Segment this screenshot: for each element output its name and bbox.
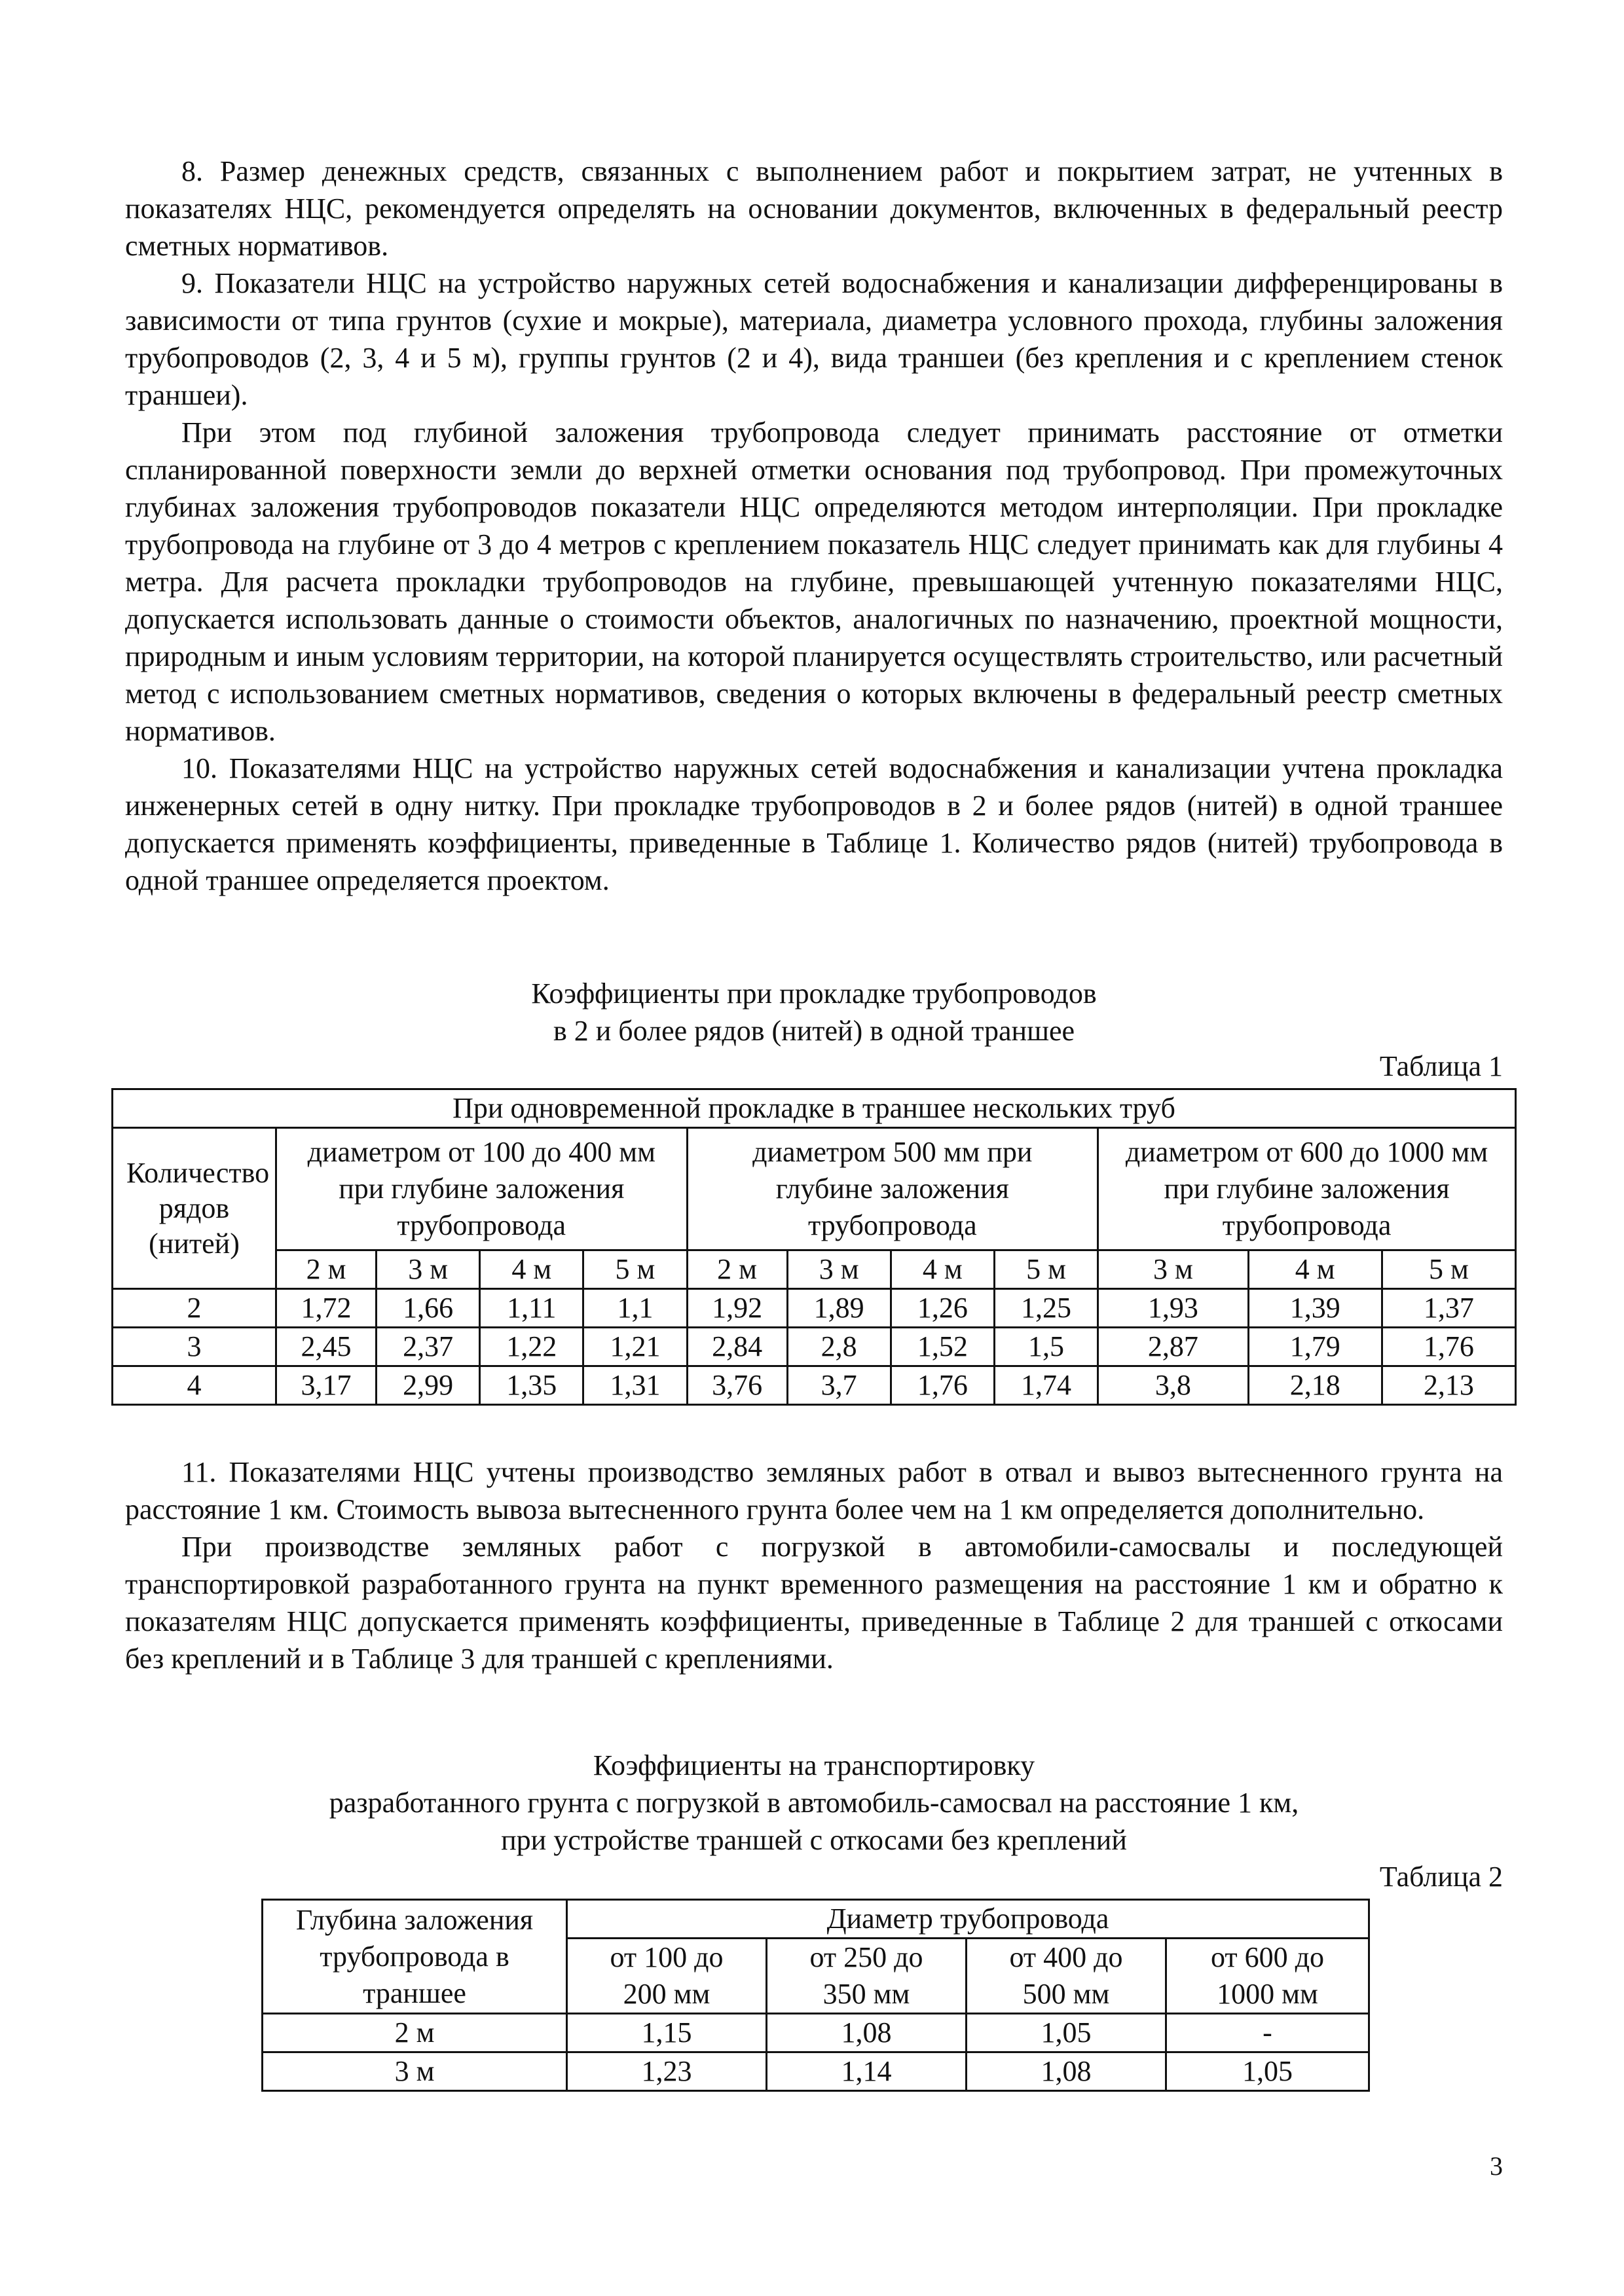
table1-cell: 2,18 — [1248, 1366, 1382, 1405]
table1-cell: 1,93 — [1098, 1289, 1249, 1328]
table1-cell: 3,76 — [687, 1366, 787, 1405]
table1-cell: 1,39 — [1248, 1289, 1382, 1328]
table1-cell: 1,11 — [480, 1289, 583, 1328]
table1-cell: 2,37 — [377, 1328, 480, 1366]
table1-cell: 1,89 — [787, 1289, 891, 1328]
table1-depth-cell: 4 м — [480, 1250, 583, 1289]
table1-cell: 1,31 — [583, 1366, 687, 1405]
table2-cell: 1,05 — [967, 2014, 1166, 2052]
table1-cell: 3 — [113, 1328, 276, 1366]
table2-label: Таблица 2 — [1379, 1861, 1503, 1893]
table1-group-1: диаметром от 100 до 400 мм при глубине заложения трубопровода — [276, 1128, 688, 1250]
table1-rows-header: Количество рядов (нитей) — [113, 1128, 276, 1289]
table1-caption-line2: в 2 и более рядов (нитей) в одной траншее — [553, 1015, 1075, 1047]
table2-caption-line2: разработанного грунта с погрузкой в автомобиль-самосвал на расстояние 1 км, — [329, 1787, 1299, 1819]
table1-depth-cell: 3 м — [377, 1250, 480, 1289]
paragraph-11: 11. Показателями НЦС учтены производство земляных работ в отвал и вывоз вытесненного грунта на расстояние 1 км. Стоимость вывоза вытесненного грунта более чем на 1 км определяется дополнительно. — [125, 1456, 1503, 1525]
table2-label-wrap — [125, 1858, 1503, 1895]
table-row — [263, 2052, 1369, 2091]
table1-cell: 3,7 — [787, 1366, 891, 1405]
page-number: 3 — [1490, 2151, 1503, 2181]
table1-cell: 2,8 — [787, 1328, 891, 1366]
table2-caption-line1: Коэффициенты на транспортировку — [593, 1749, 1035, 1781]
table1-cell: 1,74 — [994, 1366, 1098, 1405]
table1-group-2: диаметром 500 мм при глубине заложения трубопровода — [687, 1128, 1098, 1250]
table1-cell: 4 — [113, 1366, 276, 1405]
body-text-mid — [125, 1453, 1503, 1677]
table1-cell: 2,87 — [1098, 1328, 1249, 1366]
table-row — [113, 1289, 1516, 1328]
table1-cell: 1,37 — [1382, 1289, 1515, 1328]
table1-depth-cell: 4 м — [891, 1250, 994, 1289]
table2-diameter-cell: от 600 до 1000 мм — [1166, 1939, 1369, 2014]
table2-caption — [125, 1747, 1503, 1859]
table1-depth-cell: 2 м — [687, 1250, 787, 1289]
table2-diameter-header: Диаметр трубопровода — [567, 1900, 1369, 1939]
paragraph-11-transport: При производстве земляных работ с погрузкой в автомобили-самосвалы и последующей транспортировкой разработанного грунта на пункт временного размещения на расстояние 1 км и обратно к показателям НЦС допускается применять коэффициенты, приведенные в Таблице 2 для траншей с откосами без креплений и в Таблице 3 для траншей с креплениями. — [125, 1531, 1503, 1675]
table2-diameter-cell: от 100 до 200 мм — [567, 1939, 767, 2014]
table2-caption-line3: при устройстве траншей с откосами без креплений — [501, 1824, 1127, 1856]
table2-depth-header: Глубина заложения трубопровода в траншее — [263, 1900, 567, 2014]
table2-diameter-cell: от 250 до 350 мм — [767, 1939, 967, 2014]
table1-cell: 1,52 — [891, 1328, 994, 1366]
table1-depth-cell: 3 м — [1098, 1250, 1249, 1289]
paragraph-8: 8. Размер денежных средств, связанных с выполнением работ и покрытием затрат, не учтенных в показателях НЦС, рекомендуется определять на основании документов, включенных в федеральный реестр сметных нормативов. — [125, 155, 1503, 262]
table2-cell: 1,08 — [767, 2014, 967, 2052]
table1-header-row — [113, 1089, 1516, 1128]
table2 — [261, 1899, 1370, 2092]
table1-cell: 1,79 — [1248, 1328, 1382, 1366]
table1-depth-cell: 2 м — [276, 1250, 377, 1289]
paragraph-9-depth: При этом под глубиной заложения трубопровода следует принимать расстояние от отметки спланированной поверхности земли до верхней отметки основания под трубопровод. При промежуточных глубинах заложения трубопроводов показатели НЦС определяются методом интерполяции. При прокладке трубопровода на глубине от 3 до 4 метров с креплением показатель НЦС следует принимать как для глубины 4 метра. Для расчета прокладки трубопроводов на глубине, превышающей учтенную показателями НЦС, допускается использовать данные о стоимости объектов, аналогичных по назначению, проектной мощности, природным и иным условиям территории, на которой планируется осуществлять строительство, или расчетный метод с использованием сметных нормативов, сведения о которых включены в федеральный реестр сметных нормативов. — [125, 416, 1503, 747]
table1-cell: 1,92 — [687, 1289, 787, 1328]
table1-cell: 2,13 — [1382, 1366, 1515, 1405]
table2-header-row — [263, 1900, 1369, 1939]
table1-depth-cell: 4 м — [1248, 1250, 1382, 1289]
table1-cell: 3,17 — [276, 1366, 377, 1405]
table1-cell: 1,35 — [480, 1366, 583, 1405]
table2-cell: 1,05 — [1166, 2052, 1369, 2091]
table2-cell: 1,14 — [767, 2052, 967, 2091]
body-text-top — [125, 153, 1503, 899]
table2-cell: 3 м — [263, 2052, 567, 2091]
table1-group-3: диаметром от 600 до 1000 мм при глубине заложения трубопровода — [1098, 1128, 1516, 1250]
table-row — [113, 1366, 1516, 1405]
paragraph-10: 10. Показателями НЦС на устройство наружных сетей водоснабжения и канализации учтена прокладка инженерных сетей в одну нитку. При прокладке трубопроводов в 2 и более рядов (нитей) в одной траншее допускается применять коэффициенты, приведенные в Таблице 1. Количество рядов (нитей) трубопровода в одной траншее определяется проектом. — [125, 752, 1503, 896]
table1-cell: 2 — [113, 1289, 276, 1328]
table1-depth-cell: 5 м — [994, 1250, 1098, 1289]
table1-cell: 1,76 — [891, 1366, 994, 1405]
table2-cell: 1,08 — [967, 2052, 1166, 2091]
table1-label-wrap — [125, 1048, 1503, 1085]
table1-cell: 1,25 — [994, 1289, 1098, 1328]
table1-depth-cell: 3 м — [787, 1250, 891, 1289]
table1-cell: 1,22 — [480, 1328, 583, 1366]
table1-cell: 2,84 — [687, 1328, 787, 1366]
table1-caption-line1: Коэффициенты при прокладке трубопроводов — [531, 977, 1097, 1010]
table1-cell: 2,99 — [377, 1366, 480, 1405]
table2-cell: 1,23 — [567, 2052, 767, 2091]
table2-diameter-cell: от 400 до 500 мм — [967, 1939, 1166, 2014]
table2-cell: 1,15 — [567, 2014, 767, 2052]
table1-cell: 1,21 — [583, 1328, 687, 1366]
table1-group-row — [113, 1128, 1516, 1250]
paragraph-9: 9. Показатели НЦС на устройство наружных сетей водоснабжения и канализации дифференцированы в зависимости от типа грунтов (сухие и мокрые), материала, диаметра условного прохода, глубины заложения трубопроводов (2, 3, 4 и 5 м), группы грунтов (2 и 4), вида траншеи (без крепления и с креплением стенок траншеи). — [125, 267, 1503, 411]
table1 — [111, 1088, 1517, 1406]
table2-cell: - — [1166, 2014, 1369, 2052]
table1-cell: 1,26 — [891, 1289, 994, 1328]
table1-label: Таблица 1 — [1379, 1050, 1503, 1082]
table1-depth-row — [113, 1250, 1516, 1289]
table1-cell: 1,76 — [1382, 1328, 1515, 1366]
table1-depth-cell: 5 м — [1382, 1250, 1515, 1289]
table1-cell: 1,5 — [994, 1328, 1098, 1366]
table1-caption — [125, 975, 1503, 1049]
table1-cell: 1,1 — [583, 1289, 687, 1328]
table1-cell: 1,72 — [276, 1289, 377, 1328]
table-row — [263, 2014, 1369, 2052]
table2-cell: 2 м — [263, 2014, 567, 2052]
table1-main-header: При одновременной прокладке в траншее нескольких труб — [113, 1089, 1516, 1128]
table1-cell: 1,66 — [377, 1289, 480, 1328]
table1-depth-cell: 5 м — [583, 1250, 687, 1289]
table-row — [113, 1328, 1516, 1366]
table1-cell: 2,45 — [276, 1328, 377, 1366]
table1-cell: 3,8 — [1098, 1366, 1249, 1405]
